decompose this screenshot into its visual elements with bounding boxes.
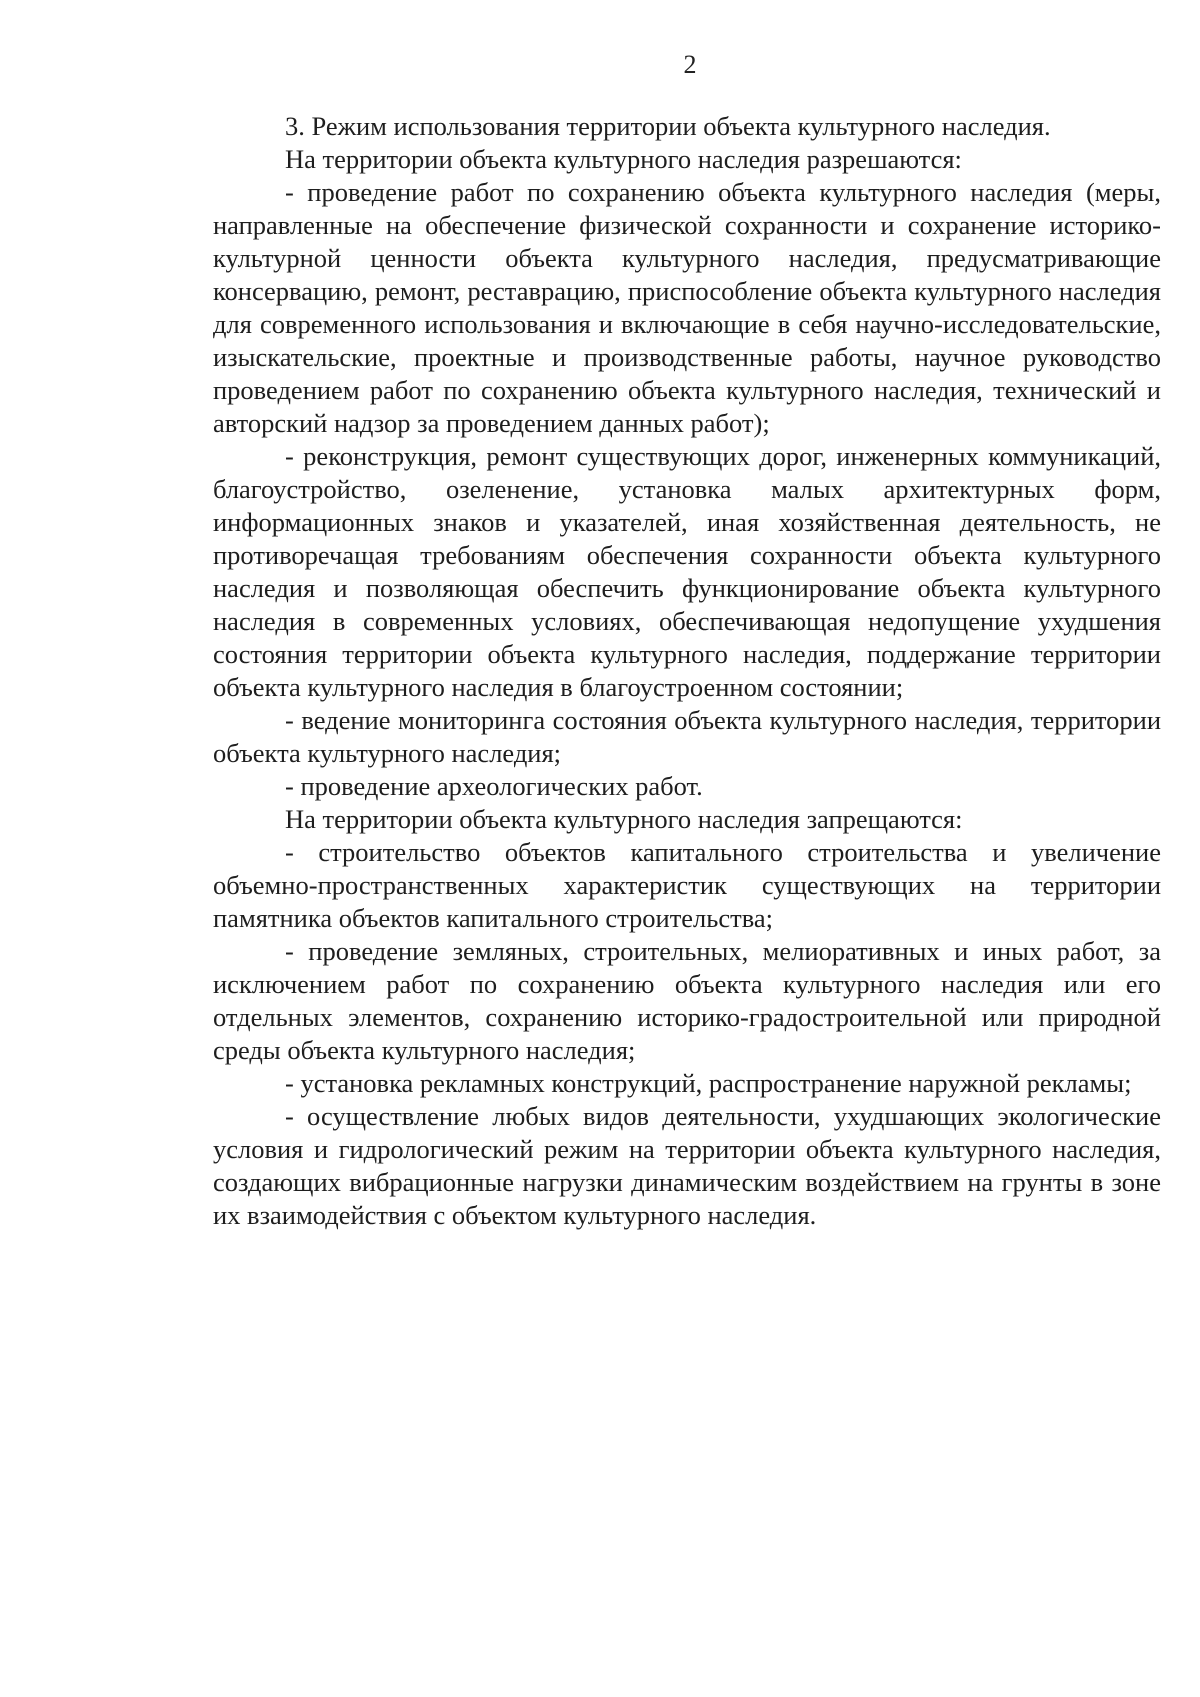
permitted-intro: На территории объекта культурного наследия разрешаются: (285, 144, 962, 174)
document-body (213, 110, 1161, 1232)
prohibited-intro: На территории объекта культурного наследия запрещаются: (285, 804, 963, 834)
prohibited-item-harmful-activity: - осуществление любых видов деятельности, ухудшающих экологические условия и гидрологический режим на территории объекта культурного наследия, создающих вибрационные нагрузки динамическим воздействием на грунты в зоне их взаимодействия с объектом культурного наследия. (213, 1101, 1161, 1230)
permitted-item-preservation-works: - проведение работ по сохранению объекта культурного наследия (меры, направленные на обеспечение физической сохранности и сохранение историко-культурной ценности объекта культурного наследия, предусматривающие консервацию, ремонт, реставрацию, приспособление объекта культурного наследия для современного использования и включающие в себя научно-исследовательские, изыскательские, проектные и производственные работы, научное руководство проведением работ по сохранению объекта культурного наследия, технический и авторский надзор за проведением данных работ); (213, 177, 1161, 438)
section-heading: 3. Режим использования территории объекта культурного наследия. (285, 111, 1051, 141)
permitted-item-monitoring: - ведение мониторинга состояния объекта культурного наследия, территории объекта культурного наследия; (213, 705, 1161, 768)
prohibited-item-earthworks: - проведение земляных, строительных, мелиоративных и иных работ, за исключением работ по сохранению объекта культурного наследия или его отдельных элементов, сохранению историко-градостроительной или природной среды объекта культурного наследия; (213, 936, 1161, 1065)
permitted-item-archaeology: - проведение археологических работ. (285, 771, 703, 801)
prohibited-item-construction: - строительство объектов капитального строительства и увеличение объемно-пространственных характеристик существующих на территории памятника объектов капитального строительства; (213, 837, 1161, 933)
page-number: 2 (683, 50, 697, 79)
prohibited-item-advertising: - установка рекламных конструкций, распространение наружной рекламы; (285, 1068, 1132, 1098)
permitted-item-reconstruction: - реконструкция, ремонт существующих дорог, инженерных коммуникаций, благоустройство, озеленение, установка малых архитектурных форм, информационных знаков и указателей, иная хозяйственная деятельность, не противоречащая требованиям обеспечения сохранности объекта культурного наследия и позволяющая обеспечить функционирование объекта культурного наследия в современных условиях, обеспечивающая недопущение ухудшения состояния территории объекта культурного наследия, поддержание территории объекта культурного наследия в благоустроенном состоянии; (213, 441, 1161, 702)
